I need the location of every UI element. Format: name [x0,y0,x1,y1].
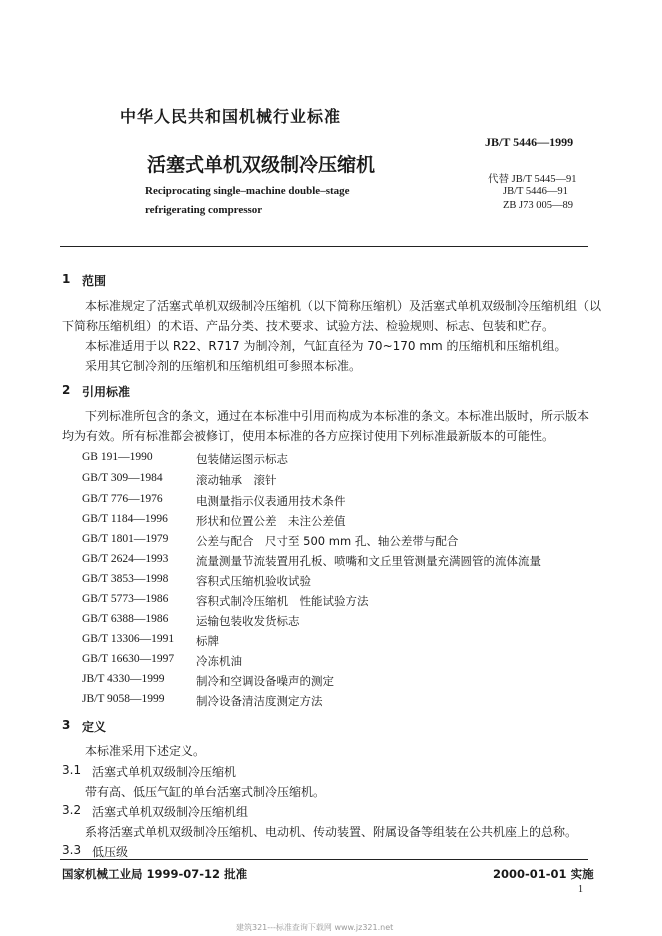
reference-code: GB/T 16630—1997 [82,653,175,665]
reference-code: GB/T 309—1984 [82,472,163,484]
reference-title: 公差与配合 尺寸至 500 mm 孔、轴公差带与配合 [196,534,459,548]
section-1-paragraph-1b: 下简称压缩机组）的术语、产品分类、技术要求、试验方法、检验规则、标志、包装和贮存。 [62,319,555,333]
standard-number: JB/T 5446—1999 [485,135,574,149]
title-english-line-2: refrigerating compressor [145,204,263,216]
reference-title: 制冷设备清洁度测定方法 [196,694,323,708]
replaces-line-2: JB/T 5446—91 [503,186,568,197]
header-divider [60,246,588,247]
definition-3-1-title: 活塞式单机双级制冷压缩机 [92,765,237,779]
effective-date: 2000-01-01 实施 [493,867,594,881]
section-2-title: 引用标准 [82,385,131,399]
definition-3-2-title: 活塞式单机双级制冷压缩机组 [92,805,249,819]
definition-3-3-number: 3.3 [62,843,82,857]
section-1-paragraph-3: 采用其它制冷剂的压缩机和压缩机组可参照本标准。 [85,359,362,373]
definition-3-3-title: 低压级 [92,845,129,859]
reference-code: GB/T 1801—1979 [82,533,169,545]
section-1-title: 范围 [82,274,107,288]
reference-title: 运输包装收发货标志 [196,614,300,628]
definition-3-1-number: 3.1 [62,763,82,777]
reference-title: 冷冻机油 [196,654,242,668]
title-chinese: 活塞式单机双级制冷压缩机 [147,154,376,176]
reference-title: 包装储运图示标志 [196,452,288,466]
replaces-line-3: ZB J73 005—89 [503,200,574,211]
reference-code: JB/T 4330—1999 [82,673,165,685]
section-2-number: 2 [62,383,71,397]
section-1-paragraph-2: 本标准适用于以 R22、R717 为制冷剂，气缸直径为 70~170 mm 的压缩机和压缩机组。 [85,339,567,353]
section-1-number: 1 [62,272,71,286]
reference-code: GB/T 13306—1991 [82,633,175,645]
section-3-number: 3 [62,718,71,732]
definition-3-2-text: 系将活塞式单机双级制冷压缩机、电动机、传动装置、附属设备等组装在公共机座上的总称。 [85,825,578,839]
reference-title: 容积式压缩机验收试验 [196,574,311,588]
reference-title: 流量测量节流装置用孔板、喷嘴和文丘里管测量充满圆管的流体流量 [196,554,541,568]
industry-standard-header: 中华人民共和国机械行业标准 [120,107,342,126]
section-1-paragraph-1a: 本标准规定了活塞式单机双级制冷压缩机（以下简称压缩机）及活塞式单机双级制冷压缩机组（以 [85,299,602,313]
footer-divider [60,859,588,860]
reference-title: 电测量指示仪表通用技术条件 [196,494,346,508]
page-number: 1 [578,884,583,895]
reference-title: 容积式制冷压缩机 性能试验方法 [196,594,369,608]
watermark-text: 建筑321---标准查询下载网 www.jz321.net [236,923,394,932]
section-2-paragraph-1b: 均为有效。所有标准都会被修订，使用本标准的各方应探讨使用下列标准最新版本的可能性。 [62,429,555,443]
reference-title: 标牌 [196,634,219,648]
reference-code: GB/T 3853—1998 [82,573,169,585]
reference-title: 制冷和空调设备噪声的测定 [196,674,334,688]
definition-3-2-number: 3.2 [62,803,82,817]
reference-code: GB/T 776—1976 [82,493,163,505]
reference-code: JB/T 9058—1999 [82,693,165,705]
definition-3-1-text: 带有高、低压气缸的单台活塞式制冷压缩机。 [85,785,326,799]
issuing-authority: 国家机械工业局 1999-07-12 批准 [62,867,248,881]
reference-code: GB 191—1990 [82,451,153,463]
reference-title: 形状和位置公差 未注公差值 [196,514,346,528]
section-2-paragraph-1a: 下列标准所包含的条文，通过在本标准中引用而构成为本标准的条文。本标准出版时，所示版本 [85,409,590,423]
reference-title: 滚动轴承 滚针 [196,473,277,487]
reference-code: GB/T 1184—1996 [82,513,168,525]
section-3-title: 定义 [82,720,107,734]
replaces-line-1: 代替 JB/T 5445—91 [488,174,577,185]
reference-code: GB/T 2624—1993 [82,553,169,565]
reference-code: GB/T 6388—1986 [82,613,169,625]
section-3-intro: 本标准采用下述定义。 [85,744,206,758]
reference-code: GB/T 5773—1986 [82,593,169,605]
title-english-line-1: Reciprocating single–machine double–stage [145,185,350,197]
